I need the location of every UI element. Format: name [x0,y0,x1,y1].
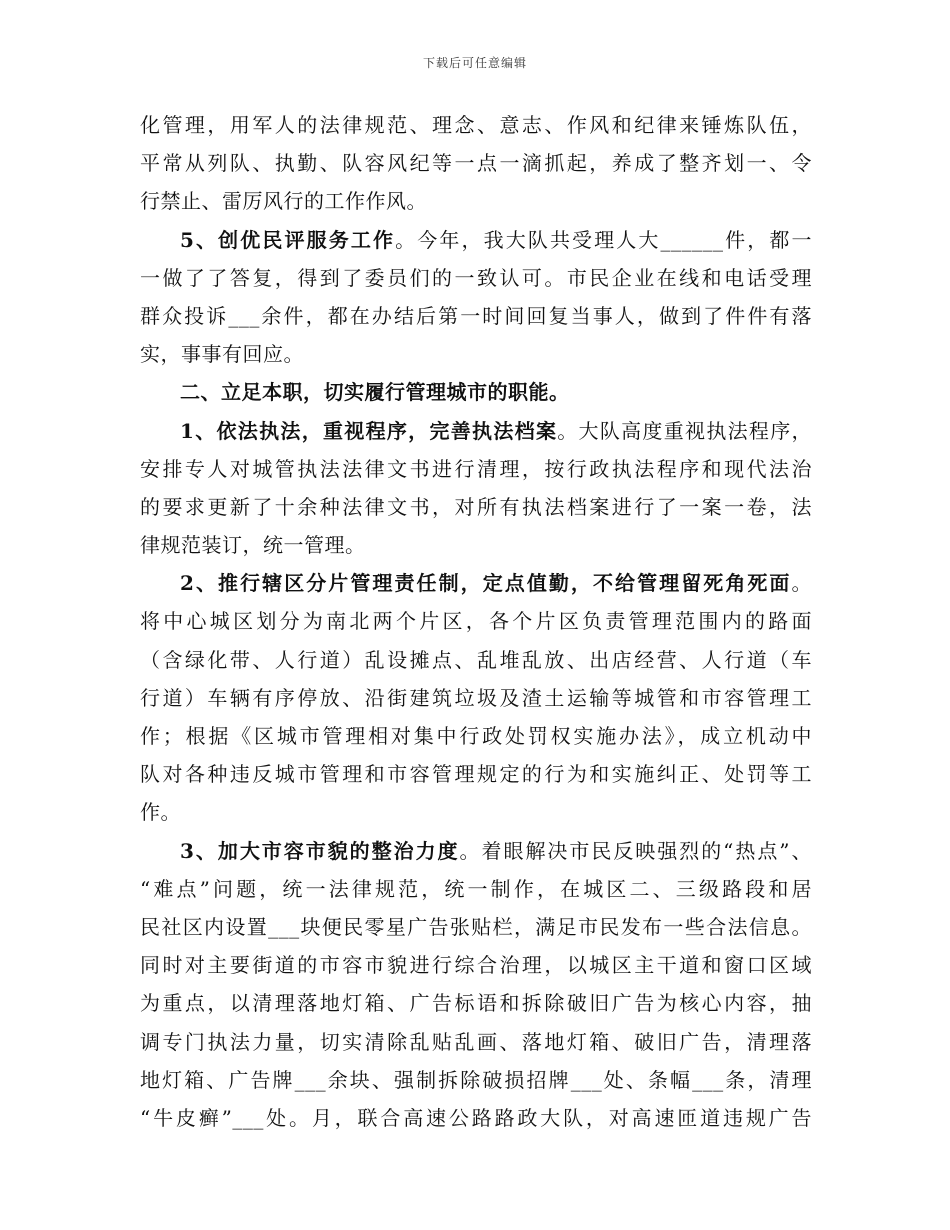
body-text: 为重点，以清理落地灯箱、广告标语和拆除破旧广告为核心内容，抽 [140,991,812,1016]
body-text: 作。 [140,800,181,825]
body-text: 。 [791,571,812,596]
text-line [140,564,812,602]
body-text: 。着眼解决市民反映强烈的“热点”、 [459,838,812,863]
body-text: （含绿化带、人行道）乱设摊点、乱堆乱放、出店经营、人行道（车 [140,647,812,672]
body-text: 将中心城区划分为南北两个片区，各个片区负责管理范围内的路面 [140,609,812,634]
text-line [140,106,812,144]
body-text: 行道）车辆有序停放、沿街建筑垃圾及渣土运输等城管和市容管理工 [140,685,812,710]
text-line [140,679,812,717]
body-text: 。今年，我大队共受理人大______件，都一 [395,227,813,252]
text-line [140,1023,812,1061]
body-text: 同时对主要街道的市容市貌进行综合治理，以城区主干道和窗口区域 [140,953,812,978]
text-line [140,1061,812,1099]
body-text: 一做了了答复，得到了委员们的一致认可。市民企业在线和电话受理 [140,265,812,290]
body-text: 队对各种违反城市管理和市容管理规定的行为和实施纠正、处罚等工 [140,762,812,787]
text-line [140,373,812,411]
text-line [140,908,812,946]
text-line [140,526,812,564]
text-line [140,755,812,793]
text-line [140,832,812,870]
text-line [140,144,812,182]
bold-heading-text: 2、推行辖区分片管理责任制，定点值勤，不给管理留死角死面 [180,571,792,596]
text-line [140,602,812,640]
text-line [140,641,812,679]
text-line [140,1099,812,1137]
body-text: “牛皮癣”___处。月，联合高速公路路政大队，对高速匝道违规广告 [140,1105,812,1130]
text-line [140,870,812,908]
body-text: 平常从列队、执勤、队容风纪等一点一滴抓起，养成了整齐划一、令 [140,151,812,176]
body-text: 。大队高度重视执法程序， [557,418,813,443]
bold-heading-text: 1、依法执法，重视程序，完善执法档案 [180,418,558,443]
text-line [140,412,812,450]
body-text: 群众投诉___余件，都在办结后第一时间回复当事人，做到了件件有落 [140,303,812,328]
text-line [140,717,812,755]
text-line [140,335,812,373]
body-text: 调专门执法力量，切实清除乱贴乱画、落地灯箱、破旧广告，清理落 [140,1029,812,1054]
text-line [140,488,812,526]
text-line [140,259,812,297]
body-text: 民社区内设置___块便民零星广告张贴栏，满足市民发布一些合法信息。 [140,914,812,939]
bold-heading-text: 二、立足本职，切实履行管理城市的职能。 [180,380,570,405]
body-text: 行禁止、雷厉风行的工作作风。 [140,189,427,214]
bold-heading-text: 3、加大市容市貌的整治力度 [180,838,460,863]
body-text: 的要求更新了十余种法律文书，对所有执法档案进行了一案一卷，法 [140,494,812,519]
text-line [140,450,812,488]
text-line [140,182,812,220]
body-text: 化管理，用军人的法律规范、理念、意志、作风和纪律来锤炼队伍， [140,113,812,137]
body-text: “难点”问题，统一法律规范，统一制作，在城区二、三级路段和居 [140,876,812,901]
body-text: 安排专人对城管执法法律文书进行清理，按行政执法程序和现代法治 [140,456,812,481]
body-text: 地灯箱、广告牌___余块、强制拆除破损招牌___处、条幅___条，清理 [140,1067,812,1092]
page-header: 下载后可任意编辑 [422,56,527,70]
body-text: 律规范装订，统一管理。 [140,533,366,558]
text-line [140,221,812,259]
text-line [140,793,812,831]
text-line [140,297,812,335]
body-text: 作；根据《区城市管理相对集中行政处罚权实施办法》，成立机动中 [140,724,812,748]
text-line [140,984,812,1022]
document-body [140,106,812,1137]
text-line [140,946,812,984]
bold-heading-text: 5、创优民评服务工作 [180,227,396,252]
body-text: 实，事事有回应。 [140,342,304,367]
